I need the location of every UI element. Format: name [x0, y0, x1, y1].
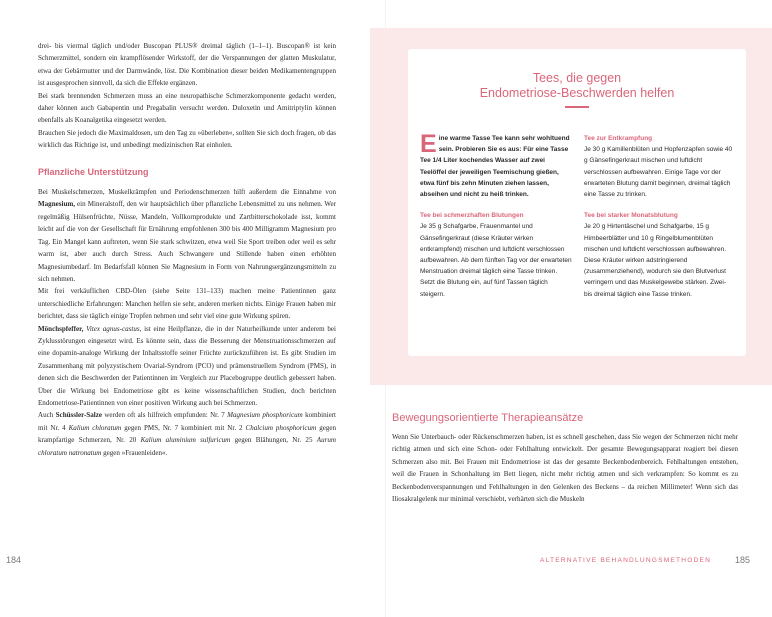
left-page-body — [38, 40, 336, 459]
paragraph-magnesium: Bei Muskelschmerzen, Muskelkrämpfen und Periodenschmerzen hilft außerdem die Einnahme von Magnesium, ein Mineralstoff, den wir hauptsächlich über pflanzliche Lebensmittel zu uns nehmen. Wer regelmäßig Hülsenfrüchte, Nüsse, Mandeln, Vollkornprodukte und Zartbitterschokolade isst, kommt leicht auf die von der Gesellschaft für Ernährung empfohlenen 300 bis 400 Milligramm Magnesium pro Tag. Ein Mangel kann auftreten, wenn Sie stark schwitzen, etwa weil Sie Sport treiben oder weil es sehr warm ist, aber auch durch Stress. Auch Schwangere und Stillende haben einen erhöhten Magnesiumbedarf. Im Bedarfsfall können Sie Magnesium in Form von Nahrungsergänzungsmitteln zu sich nehmen. — [38, 188, 336, 283]
paragraph: Bei stark brennenden Schmerzen muss an eine neuropathische Schmerzkomponente gedacht werden, daher können auch Gabapentin und Pregabalin versucht werden. Duloxetin und Amitriptylin können ebenfalls als Koanalgetika eingesetzt werden. — [38, 91, 336, 125]
tea-column-1 — [420, 130, 572, 310]
paragraph-schuessler: Auch Schüssler-Salze werden oft als hilfreich empfunden: Nr. 7 Magnesium phosphoricum kombiniert mit Nr. 4 Kalium chloratum gegen PMS, Nr. 7 kombiniert mit Nr. 2 Chalcium phosphoricum gegen krampfartige Schmerzen, Nr. 20 Kalium aluminium sulfuricum gegen Blähungen, Nr. 25 Aurum chloratum natronatum gegen »Frauenleiden«. — [38, 411, 337, 457]
section-heading: Bewegungsorientierte Therapieansätze — [392, 412, 584, 424]
running-head: ALTERNATIVE BEHANDLUNGSMETHODEN — [540, 557, 712, 564]
tea-section-starke-monatsblutung: Tee bei starker Monatsblutung Je 20 g Hirtentäschel und Schafgarbe, 15 g Himbeerblätter und 10 g Ringelblumenblüten mischen und luftdicht verschlossen aufbewahren. Diese Kräuter wirken adstringierend (zusammenziehend), wodurch sie den Blutverlust verringern und das Muskelgewebe stärken. Zwei- bis dreimal täglich eine Tasse trinken. — [584, 212, 726, 298]
drop-cap: E — [420, 130, 437, 158]
tea-intro: Eine warme Tasse Tee kann sehr wohltuend sein. Probieren Sie es aus: Für eine Tasse Tee 1/4 Liter kochendes Wasser auf zwei Teelöffel der jeweiligen Teemischung gießen, etwa fünf bis zehn Minuten ziehen lassen, abseihen und nicht zu heiß trinken. — [420, 130, 570, 199]
paragraph-cbd: Mit frei verkäuflichen CBD-Ölen (siehe Seite 131–133) machen meine Patientinnen ganz unterschiedliche Erfahrungen: Manchen helfen sie sehr, anderen merken nichts. Einige Frauen haben mir berichtet, dass sie täglich einige Tropfen nehmen und sehr viel eine gute Wirkung spüren. — [38, 287, 336, 321]
paragraph: drei- bis viermal täglich und/oder Buscopan PLUS® dreimal täglich (1–1–1). Buscopan® ist kein Schmerzmittel, sondern ein krampflösender Wirkstoff, der die Verspannungen der glatten Muskulatur, etwa der Gebärmutter und der Darmwände, löst. Die Kombination dieser beiden Medikamentengruppen ist ausgesprochen sinnvoll, da sich die Effekte ergänzen. — [38, 42, 336, 88]
page-number-right: 185 — [735, 555, 751, 565]
right-page-body — [392, 431, 738, 505]
title-underline — [565, 106, 589, 108]
subheading-pflanzliche: Pflanzliche Unterstützung — [38, 166, 149, 177]
paragraph: Wenn Sie Unterbauch- oder Rückenschmerzen haben, ist es schnell geschehen, dass Sie wegen der Schmerzen nicht mehr richtig atmen und sich eine Schon- oder Fehlhaltung entwickelt. Der gesamte Bewegungsapparat reagiert bei diesen Schmerzen also mit. Bei Frauen mit Endometriose ist das der gesamte Beckenbodenbereich. Fehlhaltungen entstehen, weil die Frauen in Schonhaltung im Bett liegen, nicht mehr richtig atmen und sich verkrampfen: So kommt es zu Beckenbodenverspannungen und Fehlhaltungen in den Gelenken des Beckens – da reichen Millimeter! Wenn sich das Iliosakralgelenk nur minimal verschiebt, verhärten sich die Muskeln — [392, 433, 738, 504]
tea-section-schmerzhafte-blutungen: Tee bei schmerzhaften Blutungen Je 35 g Schafgarbe, Frauenmantel und Gänsefingerkraut (diese Kräuter wirken entkrampfend) mischen und luftdicht verschlossen aufbewahren. Ab dem fünften Tag vor der erwarteten Menstruation dreimal täglich eine Tasse trinken. Setzt die Blutung ein, auf fünf Tassen täglich steigern. — [420, 212, 572, 298]
paragraph: Brauchen Sie jedoch die Maximaldosen, um den Tag zu »überleben«, sollten Sie sich doch fragen, ob das wirklich das Richtige ist, und unbedingt medizinischen Rat einholen. — [38, 128, 336, 150]
tea-section-entkrampfung: Tee zur Entkrampfung Je 30 g Kamillenblüten und Hopfenzapfen sowie 40 g Gänsefingerkraut mischen und luftdicht verschlossen aufbewahren. Einige Tage vor der erwarteten Blutung damit beginnen, dreimal täglich eine Tasse zu trinken. — [584, 135, 733, 199]
tea-column-2 — [584, 133, 736, 310]
tea-box-title: Tees, die gegen Endometriose-Beschwerden helfen — [479, 71, 675, 100]
tea-box — [408, 49, 746, 356]
page-number-left: 184 — [6, 555, 22, 565]
paragraph-moenchspfeffer: Mönchspfeffer, Vitex agnus-castus, ist eine Heilpflanze, die in der Naturheilkunde unter anderem bei Zyklusstörungen eingesetzt wird. Es könnte sein, dass die Besserung der Menstruationsschmerzen auf eine dopamin-analoge Wirkung der Inhaltsstoffe seiner Früchte zurückzuführen ist. Es gibt Studien im Zusammenhang mit polyzystischem Ovarial-Syndrom (PCO) und prämenstruellem Syndrom (PMS), in denen sich die Beschwerden der Patientinnen im Vergleich zur Placebogruppe deutlich gebessert haben. Über die Wirkung bei Endometriose gibt es keine wissenschaftlichen Studien, doch berichten Endometriose-Patientinnen von einer positiven Wirkung auch bei Schmerzen. — [38, 324, 336, 407]
